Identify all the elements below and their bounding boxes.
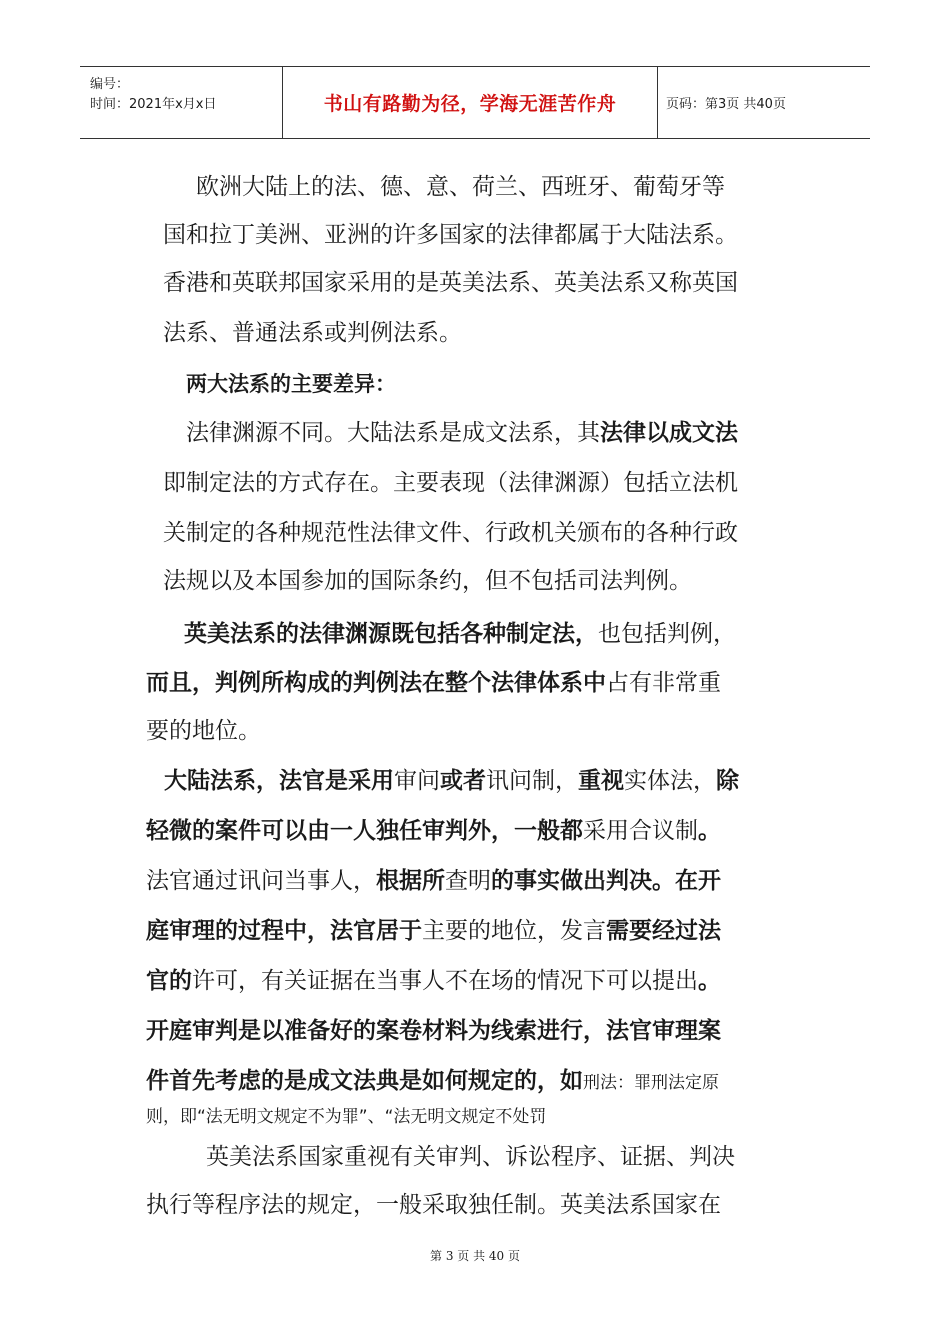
section-heading: 两大法系的主要差异： bbox=[186, 372, 396, 396]
p4-l4-bold-a: 庭审理的过程中，法官居于 bbox=[146, 918, 422, 944]
header-motto: 书山有路勤为径，学海无涯苦作舟 bbox=[323, 93, 617, 115]
paragraph-3-line-2-regular: 占有非常重 bbox=[606, 670, 721, 696]
paragraph-2-line-2: 即制定法的方式存在。主要表现（法律渊源）包括立法机 bbox=[163, 470, 738, 496]
p4-l3-reg-a: 法官通过讯问当事人， bbox=[146, 868, 376, 894]
paragraph-4-line-6: 开庭审判是以准备好的案卷材料为线索进行，法官审理案 bbox=[146, 1018, 721, 1044]
doc-date: 时间：2021年x月x日 bbox=[90, 97, 217, 112]
paragraph-5-line-1: 英美法系国家重视有关审判、诉讼程序、证据、判决 bbox=[206, 1144, 735, 1170]
paragraph-2-line-1-regular: 法律渊源不同。大陆法系是成文法系，其 bbox=[186, 420, 600, 446]
p4-l1-reg-d: 讯问制， bbox=[486, 768, 578, 794]
p4-l1-reg-f: 实体法， bbox=[624, 768, 716, 794]
paragraph-4-line-1 bbox=[164, 766, 739, 796]
p4-l7-bold-a: 件首先考虑的是成文法典是如何规定的，如 bbox=[146, 1068, 583, 1094]
paragraph-2-line-4: 法规以及本国参加的国际条约，但不包括司法判例。 bbox=[163, 568, 692, 594]
p4-l2-bold-c: 。 bbox=[698, 818, 721, 844]
p4-l1-bold-c: 或者 bbox=[440, 768, 486, 794]
paragraph-2-line-1-bold: 法律以成文法 bbox=[600, 420, 738, 446]
paragraph-2-line-3: 关制定的各种规范性法律文件、行政机关颁布的各种行政 bbox=[163, 520, 738, 546]
p4-l7-small-b: 刑法：罪刑法定原 bbox=[583, 1073, 719, 1093]
p4-l1-bold-a: 大陆法系，法官是采用 bbox=[164, 768, 394, 794]
p4-l1-bold-g: 除 bbox=[716, 768, 739, 794]
paragraph-5-line-2: 执行等程序法的规定，一般采取独任制。英美法系国家在 bbox=[146, 1192, 721, 1218]
paragraph-3-line-1 bbox=[184, 619, 736, 649]
paragraph-3-line-2-bold: 而且，判例所构成的判例法在整个法律体系中 bbox=[146, 670, 606, 696]
page-footer: 第 3 页 共 40 页 bbox=[430, 1249, 520, 1263]
paragraph-3-line-1-bold: 英美法系的法律渊源既包括各种制定法， bbox=[184, 621, 598, 647]
paragraph-3-line-1-regular: 也包括判例， bbox=[598, 621, 736, 647]
p4-l3-bold-d: 的事实做出判决。在开 bbox=[491, 868, 721, 894]
header-page-info: 页码：第3页 共40页 bbox=[666, 97, 786, 112]
paragraph-4-line-7 bbox=[146, 1066, 719, 1098]
p4-l2-reg-b: 采用合议制 bbox=[583, 818, 698, 844]
paragraph-4-line-5 bbox=[146, 966, 721, 996]
paragraph-4-line-3 bbox=[146, 866, 721, 896]
p4-l5-reg-b: 许可，有关证据在当事人不在场的情况下可以提出 bbox=[192, 968, 698, 994]
p4-l1-bold-e: 重视 bbox=[578, 768, 624, 794]
header-meta-cell bbox=[80, 67, 283, 138]
paragraph-3-line-2 bbox=[146, 668, 721, 698]
p4-l5-bold-a: 官的 bbox=[146, 968, 192, 994]
paragraph-1-line-2: 国和拉丁美洲、亚洲的许多国家的法律都属于大陆法系。 bbox=[163, 222, 738, 248]
doc-number-label: 编号： bbox=[90, 77, 130, 92]
p4-l3-reg-c: 查明 bbox=[445, 868, 491, 894]
page-header bbox=[80, 66, 870, 139]
paragraph-1-line-1: 欧洲大陆上的法、德、意、荷兰、西班牙、葡萄牙等 bbox=[196, 174, 725, 200]
p4-l5-bold-c: 。 bbox=[698, 968, 721, 994]
p4-l2-bold-a: 轻微的案件可以由一人独任审判外，一般都 bbox=[146, 818, 583, 844]
paragraph-1-line-3: 香港和英联邦国家采用的是英美法系、英美法系又称英国 bbox=[163, 270, 738, 296]
paragraph-4-line-2 bbox=[146, 816, 721, 846]
p4-l4-reg-b: 主要的地位，发言 bbox=[422, 918, 606, 944]
header-motto-cell bbox=[283, 67, 658, 138]
paragraph-4-line-8: 则，即“法无明文规定不为罪”、“法无明文规定不处罚 bbox=[146, 1107, 547, 1127]
paragraph-2-line-1 bbox=[186, 418, 738, 448]
p4-l4-bold-c: 需要经过法 bbox=[606, 918, 721, 944]
paragraph-3-line-3: 要的地位。 bbox=[146, 718, 261, 744]
p4-l1-reg-b: 审问 bbox=[394, 768, 440, 794]
paragraph-4-line-4 bbox=[146, 916, 721, 946]
paragraph-1-line-4: 法系、普通法系或判例法系。 bbox=[163, 320, 462, 346]
p4-l3-bold-b: 根据所 bbox=[376, 868, 445, 894]
